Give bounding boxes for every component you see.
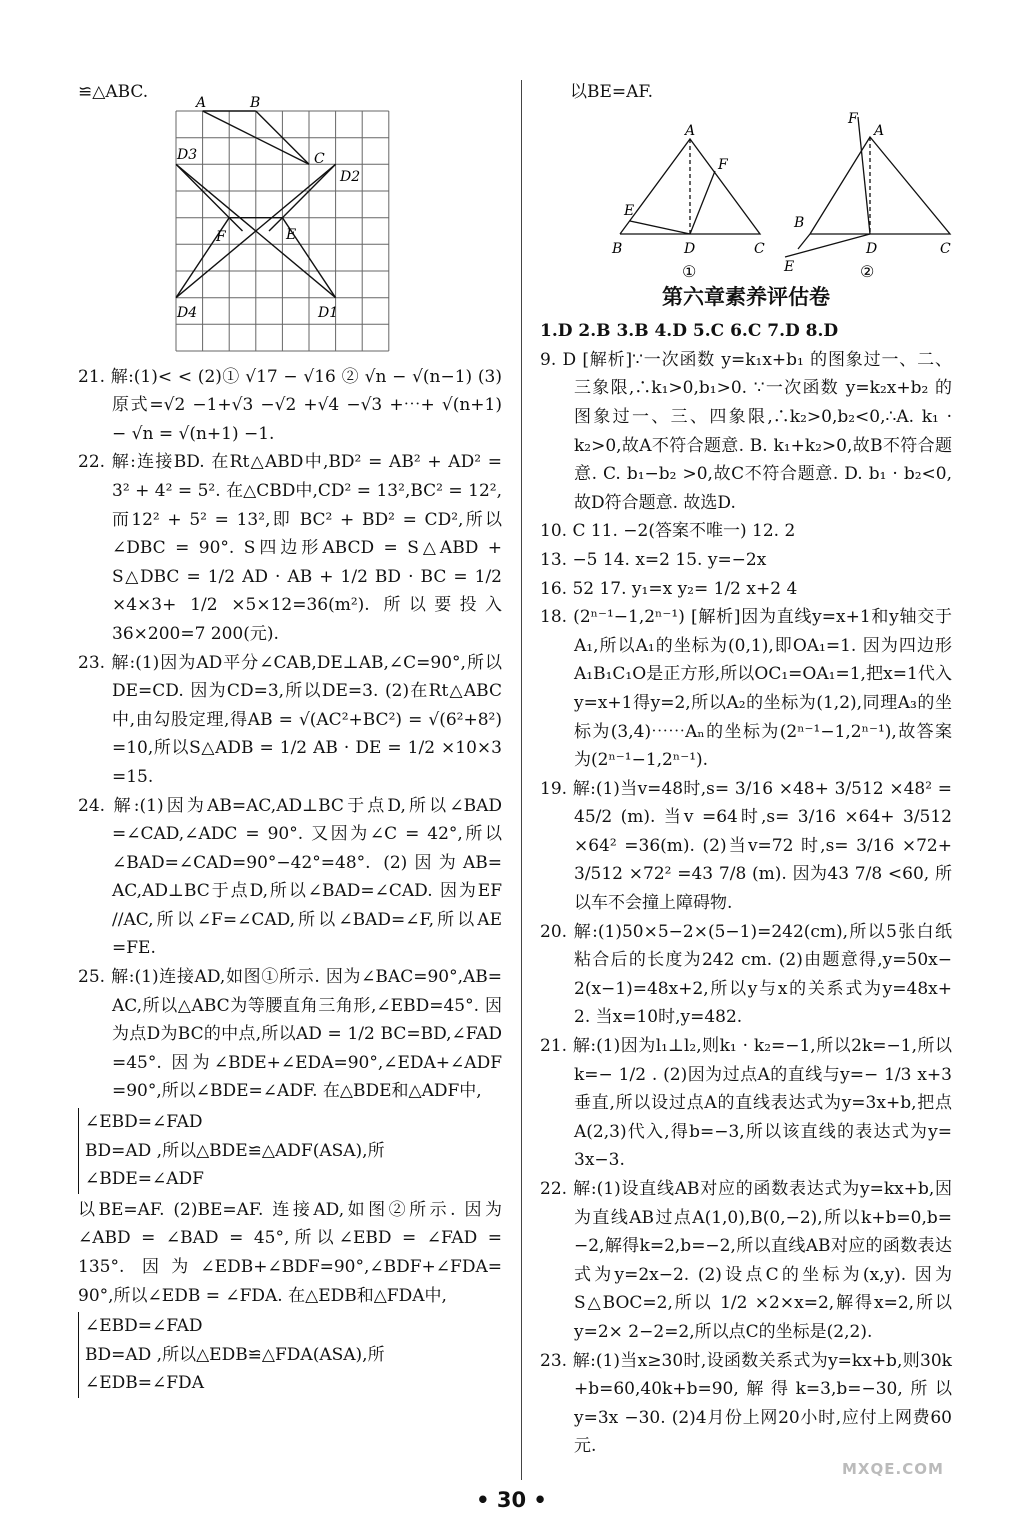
fig-label: E xyxy=(784,258,795,275)
answer-24: 24. 解:(1)因为AB=AC,AD⊥BC于点D,所以∠BAD =∠CAD,∠ADC = 90°. 又因为∠C = 42°,所以 ∠BAD=∠CAD=90°−42°=48°. (2)因为AB= AC,AD⊥BC于点D,所以∠BAD=∠CAD. 因为EF //AC,所以∠F=∠CAD,所以∠BAD=∠F,所以AE =FE. xyxy=(78,795,502,959)
grid-label: D2 xyxy=(340,168,361,185)
right-line-0: 以BE=AF. xyxy=(570,82,653,102)
answer-21: 21. 解:(1)< < (2)① √17 − √16 ② √n − √(n−1) (3)原式=√2 −1+√3 −√2 +√4 −√3 +⋯+ √(n+1) − √n = √(n+1) −1. xyxy=(78,366,502,444)
system-line: BD=AD ,所以△BDE≌△ADF(ASA),所 xyxy=(85,1140,385,1161)
equation-system-1 xyxy=(78,1108,502,1194)
figure-caption-2: ② xyxy=(860,261,875,281)
grid-label: B xyxy=(250,94,261,111)
fig-label: D xyxy=(866,240,878,257)
page-number: • 30 • xyxy=(476,1488,547,1512)
answer-9: 9. D [解析]∵一次函数 y=k₁x+b₁ 的图象过一、二、三象限,∴k₁>0,b₁>0. ∵一次函数 y=k₂x+b₂ 的图象过一、三、四象限,∴k₂>0,b₂<0,∴A. k₁ · k₂>0,故A不符合题意. B. k₁+k₂>0,故B不符合题意. C. b₁−b₂ >0,故C不符合题意. D. b₁ · b₂<0,故D符合题意. 故选D. xyxy=(540,349,952,513)
figure-caption-1: ① xyxy=(682,261,697,281)
answer-22-right: 22. 解:(1)设直线AB对应的函数表达式为y=kx+b,因为直线AB过点A(1,0),B(0,−2),所以k+b=0,b= −2,解得k=2,b=−2,所以直线AB对应的函数表达式为y=2x−2. (2)设点C的坐标为(x,y). 因为 S△BOC=2,所以 1/2 ×2×x=2,解得x=2,所以y=2× 2−2=2,所以点C的坐标是(2,2). xyxy=(540,1179,952,1342)
fig-label: E xyxy=(624,202,635,219)
answer-22: 22. 解:连接BD. 在Rt△ABD中,BD² = AB² + AD² = 3² + 4² = 5². 在△CBD中,CD² = 13²,BC² = 12²,而12² + 5² = 13²,即 BC² + BD² = CD²,所以∠DBC = 90°. S四边形ABCD = S△ABD + S△DBC = 1/2 AD · AB + 1/2 BD · BC = 1/2 ×4×3+ 1/2 ×5×12=36(m²). 所以要投入36×200=7 200(元). xyxy=(78,452,502,644)
answers-1-8: 1.D 2.B 3.B 4.D 5.C 6.C 7.D 8.D xyxy=(540,321,839,342)
fig-label: A xyxy=(685,122,696,139)
left-column xyxy=(78,78,502,1400)
answer-20: 20. 解:(1)50×5−2×(5−1)=242(cm),所以5张白纸粘合后的长度为242 cm. (2)由题意得,y=50x− 2(x−1)=48x+2,所以y与x的关系式为y=48x+ 2. 当x=10时,y=482. xyxy=(540,921,952,1028)
answers-13-15: 13. −5 14. x=2 15. y=−2x xyxy=(540,549,767,570)
answers-16-17: 16. 52 17. y₁=x y₂= 1/2 x+2 4 xyxy=(540,578,798,599)
fig-label: A xyxy=(874,122,885,139)
grid-label: C xyxy=(314,150,325,167)
fig-label: D xyxy=(684,240,696,257)
system-line: ∠BDE=∠ADF xyxy=(85,1169,204,1190)
left-line-0: ≌△ABC. xyxy=(78,82,149,102)
system-line: ∠EBD=∠FAD xyxy=(85,1112,203,1133)
right-column xyxy=(540,78,952,1461)
equation-system-2 xyxy=(78,1312,502,1398)
fig-label: F xyxy=(718,156,728,173)
fig-label: B xyxy=(612,240,623,257)
grid-label: A xyxy=(196,94,207,111)
answer-18: 18. (2ⁿ⁻¹−1,2ⁿ⁻¹) [解析]因为直线y=x+1和y轴交于A₁,所以A₁的坐标为(0,1),即OA₁=1. 因为四边形A₁B₁C₁O是正方形,所以OC₁=OA₁=1,把x=1代入y=x+1得y=2,所以A₂的坐标为(1,2),同理A₃的坐标为(3,4)⋯⋯Aₙ的坐标为(2ⁿ⁻¹−1,2ⁿ⁻¹),故答案为(2ⁿ⁻¹−1,2ⁿ⁻¹). xyxy=(540,607,952,771)
grid-figure xyxy=(174,94,404,359)
grid-label: D1 xyxy=(318,304,339,321)
fig-label: C xyxy=(940,240,951,257)
section-title: 第六章素养评估卷 xyxy=(662,284,830,309)
grid-label: D4 xyxy=(177,304,198,321)
answer-21-right: 21. 解:(1)因为l₁⊥l₂,则k₁ · k₂=−1,所以2k=−1,所以k=− 1/2 . (2)因为过点A的直线与y=− 1/3 x+3 垂直,所以设过点A的直线表达式为y=3x+b,把点A(2,3)代入,得b=−3,所以该直线的表达式为y= 3x−3. xyxy=(540,1036,952,1171)
grid-label: E xyxy=(286,226,297,243)
answers-10-12: 10. C 11. −2(答案不唯一) 12. 2 xyxy=(540,521,796,542)
system-line: ∠EDB=∠FDA xyxy=(85,1373,204,1394)
fig-label: F xyxy=(848,110,858,127)
triangle-figures xyxy=(540,109,952,279)
system-line: ∠EBD=∠FAD xyxy=(85,1316,203,1337)
answer-23-right: 23. 解:(1)当x≥30时,设函数关系式为y=kx+b,则30k +b=60,40k+b=90,解得k=3,b=−30,所以y=3x −30. (2)4月份上网20小时,应付上网费60元. xyxy=(540,1350,952,1457)
fig-label: C xyxy=(754,240,765,257)
answer-25-part2: 以BE=AF. (2)BE=AF. 连接AD,如图②所示. 因为∠ABD = ∠BAD = 45°,所以∠EBD = ∠FAD = 135°. 因为∠EDB+∠BDF=90°,∠BDF+∠FDA= 90°,所以∠EDB = ∠FDA. 在△EDB和△FDA中, xyxy=(78,1199,502,1306)
watermark: MXQE.COM xyxy=(842,1460,944,1478)
answer-23: 23. 解:(1)因为AD平分∠CAB,DE⊥AB,∠C=90°,所以DE=CD. 因为CD=3,所以DE=3. (2)在Rt△ABC中,由勾股定理,得AB = √(AC²+BC²) = √(6²+8²) =10,所以S△ADB = 1/2 AB · DE = 1/2 ×10×3 =15. xyxy=(78,652,502,787)
answer-25-part1: 25. 解:(1)连接AD,如图①所示. 因为∠BAC=90°,AB= AC,所以△ABC为等腰直角三角形,∠EBD=45°. 因为点D为BC的中点,所以AD = 1/2 BC=BD,∠FAD =45°. 因为∠BDE+∠EDA=90°,∠EDA+∠ADF =90°,所以∠BDE=∠ADF. 在△BDE和△ADF中, xyxy=(78,967,502,1102)
column-divider xyxy=(521,80,522,1480)
answer-19: 19. 解:(1)当v=48时,s= 3/16 ×48+ 3/512 ×48² = 45/2 (m). 当v =64时,s= 3/16 ×64+ 3/512 ×64² =36(m). (2)当v=72 时,s= 3/16 ×72+ 3/512 ×72² =43 7/8 (m). 因为43 7/8 <60, 所以车不会撞上障碍物. xyxy=(540,778,952,914)
fig-label: B xyxy=(794,214,805,231)
grid-label: D3 xyxy=(177,146,198,163)
system-line: BD=AD ,所以△EDB≌△FDA(ASA),所 xyxy=(85,1344,385,1365)
grid-label: F xyxy=(216,228,226,245)
